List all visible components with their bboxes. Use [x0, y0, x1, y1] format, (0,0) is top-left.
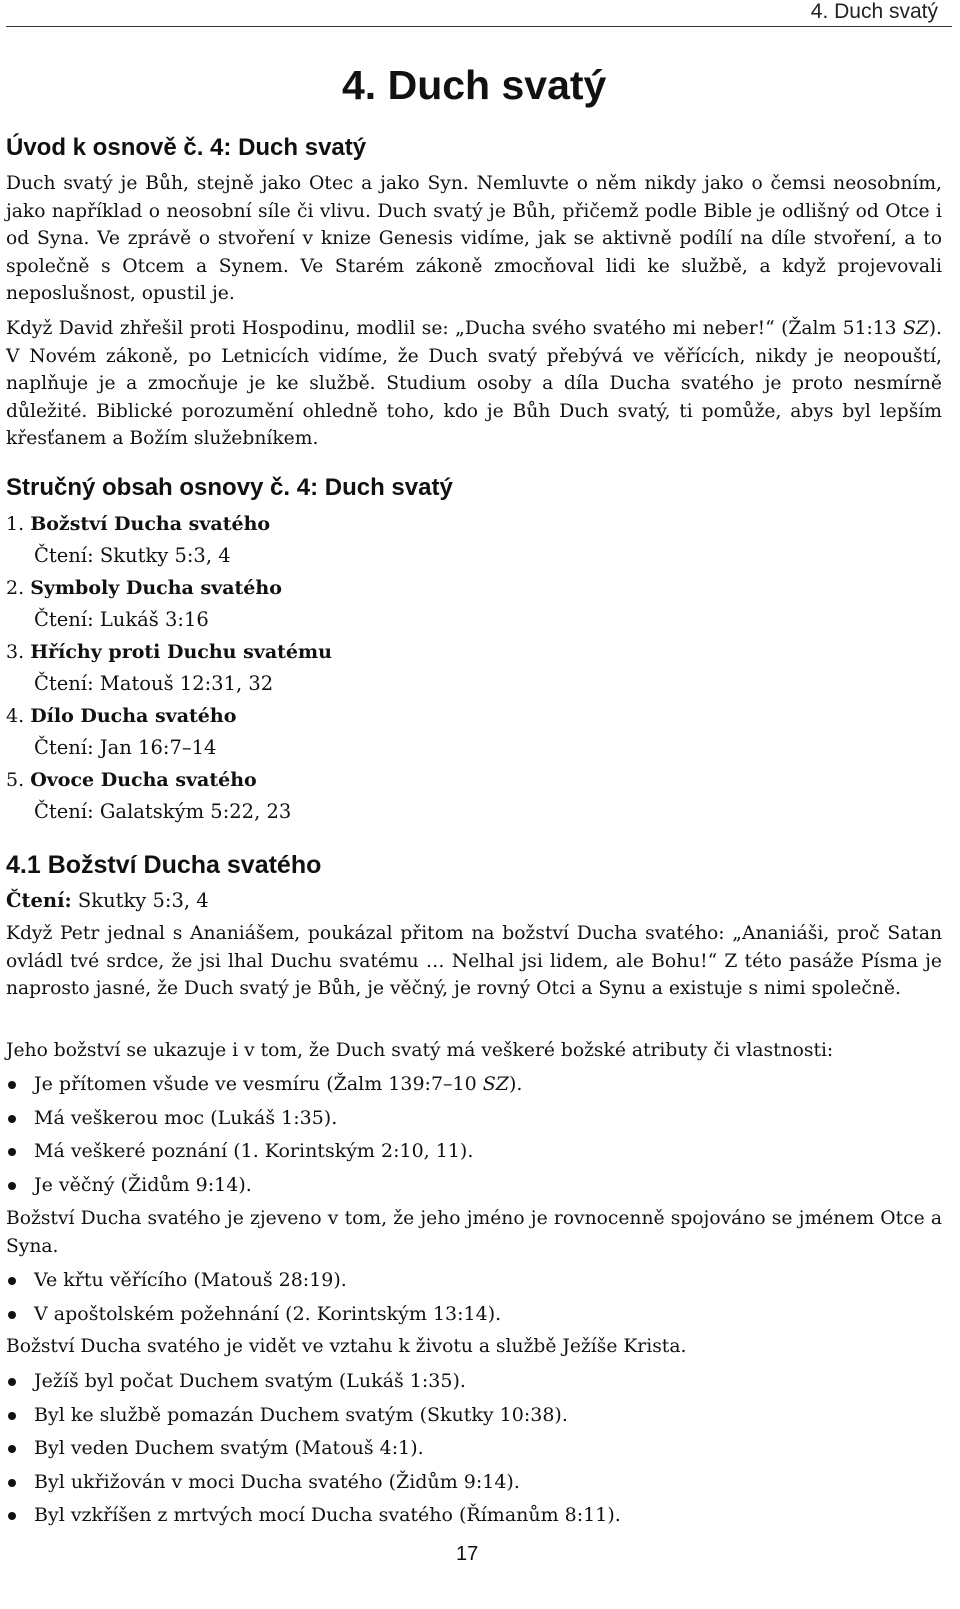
outline-reading: Čtení: Galatským 5:22, 23 [34, 800, 292, 823]
outline-item [6, 700, 606, 732]
reading-label: Čtení: [6, 889, 72, 912]
intro-p2-text-a: Když David zhřešil proti Hospodinu, modlil se: „Ducha svého svatého mi neber!“ (Žalm 51:13 [6, 318, 903, 339]
section-paragraph-1: Když Petr jednal s Ananiášem, poukázal přitom na božství Ducha svatého: „Ananiáši, proč Satan ovládl tvé srdce, že jsi lhal Duchu svatému … Nelhal jsi lidem, ale Bohu!“ Z této pasáže Písma je naprosto jasné, že Duch svatý je Bůh, je věčný, je rovný Otci a Synu a existuje s nimi společně. [6, 923, 942, 1000]
list-item [6, 1169, 942, 1203]
list-item: Byl vzkříšen z mrtvých mocí Ducha svatého (Římanům 8:11). [6, 1499, 942, 1533]
list-item-text: Má veškerou moc (Lukáš 1:35). [34, 1106, 338, 1129]
outline-reading: Čtení: Matouš 12:31, 32 [34, 672, 274, 695]
outline-title: Symboly Ducha svatého [30, 577, 282, 599]
summary-heading: Stručný obsah osnovy č. 4: Duch svatý [6, 474, 453, 501]
list-item: Byl ke službě pomazán Duchem svatým (Skutky 10:38). [6, 1399, 942, 1433]
page-number: 17 [456, 1543, 479, 1565]
outline-title: Božství Ducha svatého [30, 513, 271, 535]
list-item: Byl veden Duchem svatým (Matouš 4:1). [6, 1432, 942, 1466]
intro-p2-text-b: ). V Novém zákoně, po Letnicích vidíme, že Duch svatý přebývá ve věřících, nikdy je neopouští, naplňuje je a zmocňuje je ke službě. Studium osoby a díla Ducha svatého je proto nesmírně důležité. Biblické porozumění ohledně toho, kdo je Bůh Duch svatý, ti pomůže, abys byl lepším křesťanem a Božím služebníkem. [6, 318, 942, 450]
list-item: Byl ukřižován v moci Ducha svatého (Židům 9:14). [6, 1466, 942, 1500]
names-list [6, 1264, 942, 1331]
intro-heading: Úvod k osnově č. 4: Duch svatý [6, 134, 367, 161]
section-paragraph-2: Jeho božství se ukazuje i v tom, že Duch svatý má veškeré božské atributy či vlastnosti: [6, 1040, 834, 1061]
list-item-text: Je přítomen všude ve vesmíru (Žalm 139:7–10 [34, 1073, 483, 1095]
section-reading [6, 886, 209, 916]
section-paragraph-4: Božství Ducha svatého je vidět ve vztahu k životu a službě Ježíše Krista. [6, 1336, 687, 1357]
outline-number: 3. [6, 641, 25, 663]
attributes-list [6, 1068, 942, 1202]
list-item: V apoštolském požehnání (2. Korintským 13:14). [6, 1298, 942, 1332]
chapter-title: 4. Duch svatý [342, 62, 607, 108]
list-item [6, 1068, 942, 1102]
outline-number: 5. [6, 769, 25, 791]
outline-number: 1. [6, 513, 25, 535]
list-item [6, 1135, 942, 1169]
section-heading: 4.1 Božství Ducha svatého [6, 851, 322, 879]
outline-title: Dílo Ducha svatého [30, 705, 237, 727]
running-head: 4. Duch svatý [810, 0, 938, 23]
outline-reading: Čtení: Skutky 5:3, 4 [34, 544, 231, 567]
outline-reading: Čtení: Lukáš 3:16 [34, 608, 209, 631]
outline-item [6, 764, 606, 796]
outline-list [6, 508, 606, 828]
outline-reading: Čtení: Jan 16:7–14 [34, 736, 217, 759]
list-item-text: Je věčný (Židům 9:14). [34, 1173, 252, 1196]
intro-paragraph-2 [6, 315, 942, 453]
intro-paragraph-1: Duch svatý je Bůh, stejně jako Otec a jako Syn. Nemluvte o něm nikdy jako o čemsi neosobním, jako například o neosobní síle či vlivu. Duch svatý je Bůh, přičemž podle Bible je odlišný od Otce i od Syna. Ve zprávě o stvoření v knize Genesis vidíme, jak se aktivně podílí na díle stvoření, a to společně s Otcem a Synem. Ve Starém zákoně zmocňoval lidi ke službě, a když projevovali neposlušnost, opustil je. [6, 173, 942, 305]
outline-item [6, 636, 606, 668]
outline-item [6, 508, 606, 540]
header-rule [6, 26, 952, 27]
reading-reference: Skutky 5:3, 4 [77, 889, 209, 912]
list-item-text: Má veškeré poznání (1. Korintským 2:10, 11). [34, 1140, 474, 1163]
list-item-sz: SZ [482, 1073, 509, 1095]
intro-p2-sz: SZ [902, 318, 929, 339]
outline-title: Hříchy proti Duchu svatému [30, 641, 332, 663]
section-paragraph-3: Božství Ducha svatého je zjeveno v tom, že jeho jméno je rovnocenně spojováno se jménem Otce a Syna. [6, 1208, 942, 1257]
outline-item [6, 572, 606, 604]
list-item-text-end: ). [508, 1073, 523, 1095]
list-item: Ve křtu věřícího (Matouš 28:19). [6, 1264, 942, 1298]
outline-number: 4. [6, 705, 25, 727]
list-item: Ježíš byl počat Duchem svatým (Lukáš 1:35). [6, 1365, 942, 1399]
outline-title: Ovoce Ducha svatého [30, 769, 257, 791]
christ-list [6, 1365, 942, 1533]
outline-number: 2. [6, 577, 25, 599]
list-item [6, 1102, 942, 1136]
